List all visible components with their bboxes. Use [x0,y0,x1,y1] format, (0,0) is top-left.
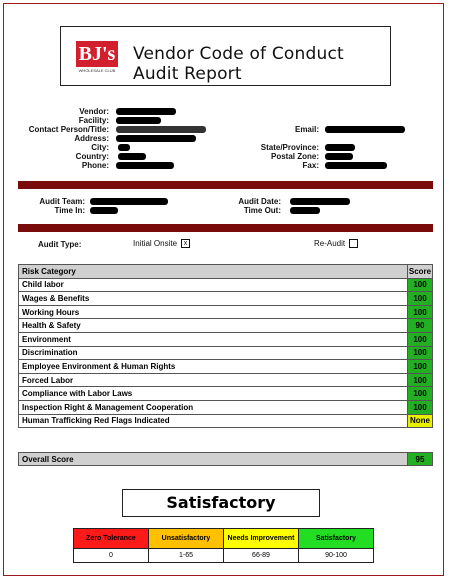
category-cell: Child labor [19,278,408,292]
legend-range-unsatisfactory: 1-65 [149,549,224,563]
category-cell: Discrimination [19,346,408,360]
score-cell: None [408,414,433,428]
score-cell: 100 [408,332,433,346]
initial-onsite-option[interactable] [133,239,190,248]
audit-result: Satisfactory [122,489,320,517]
score-cell: 100 [408,387,433,401]
legend-range-zero: 0 [74,549,149,563]
risk-category-header: Risk Category [19,265,408,279]
redacted-postal [325,153,353,160]
section-divider [18,181,433,189]
reaudit-checkbox[interactable] [349,239,358,248]
address-label: Address: [74,134,109,143]
redacted-facility [116,117,161,124]
legend-satisfactory: Satisfactory [299,529,374,549]
score-header: Score [408,265,433,279]
table-row [19,278,433,292]
country-label: Country: [75,152,109,161]
table-row [19,400,433,414]
category-cell: Environment [19,332,408,346]
initial-onsite-label: Initial Onsite [133,239,178,248]
category-cell: Working Hours [19,305,408,319]
category-cell: Human Trafficking Red Flags Indicated [19,414,408,428]
category-cell: Inspection Right & Management Cooperation [19,400,408,414]
redacted-time-in [90,207,118,214]
score-cell: 100 [408,292,433,306]
table-row [19,332,433,346]
category-cell: Forced Labor [19,373,408,387]
vendor-label: Vendor: [79,107,109,116]
redacted-audit-date [290,198,350,205]
reaudit-label: Re-Audit [314,239,346,248]
postal-label: Postal Zone: [270,152,319,161]
score-cell: 100 [408,278,433,292]
contact-label: Contact Person/Title: [28,125,109,134]
facility-label: Facility: [78,116,109,125]
redacted-address [116,135,196,142]
category-cell: Employee Environment & Human Rights [19,360,408,374]
audit-type-label: Audit Type: [38,240,82,249]
category-cell: Health & Safety [19,319,408,333]
time-out-label: Time Out: [243,206,281,215]
score-cell: 100 [408,346,433,360]
redacted-city [118,144,130,151]
audit-team-label: Audit Team: [39,197,85,206]
page-title: Vendor Code of Conduct Audit Report [133,44,344,84]
score-cell: 90 [408,319,433,333]
overall-score-label: Overall Score [19,453,408,466]
time-in-label: Time In: [54,206,85,215]
table-row [19,387,433,401]
table-row [19,292,433,306]
audit-date-label: Audit Date: [238,197,281,206]
legend-needs-improvement: Needs Improvement [224,529,299,549]
redacted-email [325,126,405,133]
initial-onsite-checkbox[interactable]: x [181,239,190,248]
category-cell: Wages & Benefits [19,292,408,306]
score-cell: 100 [408,305,433,319]
table-header-row [19,265,433,279]
table-row [19,346,433,360]
reaudit-option[interactable] [314,239,358,248]
email-label: Email: [294,125,319,134]
category-cell: Compliance with Labor Laws [19,387,408,401]
table-row [19,373,433,387]
table-row [19,319,433,333]
redacted-time-out [290,207,320,214]
redacted-country [118,153,146,160]
overall-score-table [18,452,433,466]
legend-unsatisfactory: Unsatisfactory [149,529,224,549]
overall-score-value: 95 [408,453,433,466]
section-divider-2 [18,224,433,232]
state-label: State/Province: [260,143,319,152]
redacted-fax [325,162,387,169]
table-row [19,360,433,374]
report-header [60,26,391,86]
legend-range-needs-improvement: 66-89 [224,549,299,563]
overall-score-row [19,453,433,466]
redacted-vendor [116,108,176,115]
redacted-state [325,144,355,151]
legend-header-row [74,529,374,549]
logo-subtext: WHOLESALE CLUB [78,68,116,73]
table-row [19,305,433,319]
score-cell: 100 [408,400,433,414]
bjs-logo [76,41,118,75]
legend-range-satisfactory: 90-100 [299,549,374,563]
rating-legend [73,528,374,563]
city-label: City: [91,143,109,152]
legend-range-row [74,549,374,563]
fax-label: Fax: [302,161,319,170]
redacted-contact [116,126,206,133]
score-cell: 100 [408,360,433,374]
risk-category-table [18,264,433,428]
phone-label: Phone: [81,161,109,170]
score-cell: 100 [408,373,433,387]
redacted-phone [116,162,174,169]
logo-text: BJ's [76,41,118,67]
redacted-audit-team [90,198,168,205]
legend-zero-tolerance: Zero Tolerance [74,529,149,549]
table-row [19,414,433,428]
